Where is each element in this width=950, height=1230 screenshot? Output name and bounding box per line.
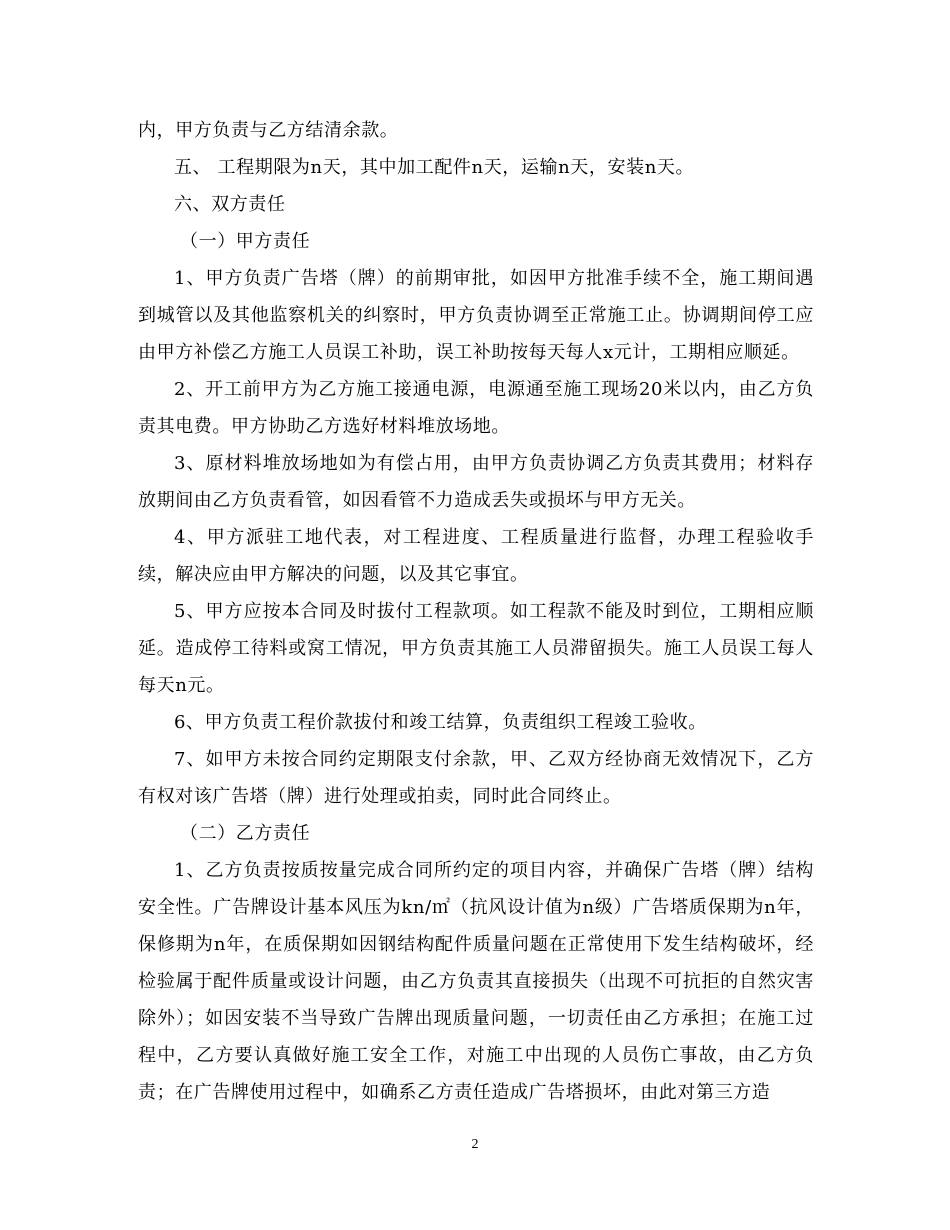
party-a-item-4: 4、甲方派驻工地代表，对工程进度、工程质量进行监督，办理工程验收手续，解决应由甲方解决的问题，以及其它事宜。 — [138, 527, 814, 585]
party-b-item-1: 1、乙方负责按质按量完成合同所约定的项目内容，并确保广告塔（牌）结构安全性。广告牌设计基本风压为kn/㎡（抗风设计值为n级）广告塔质保期为n年，保修期为n年，在质保期如因钢结构配件质量问题在正常使用下发生结构破坏，经检验属于配件质量或设计问题，由乙方负责其直接损失（出现不可抗拒的自然灾害除外）；如因安装不当导致广告牌出现质量问题，一切责任由乙方承担；在施工过程中，乙方要认真做好施工安全工作，对施工中出现的人员伤亡事故，由乙方负责；在广告牌使用过程中，如确系乙方责任造成广告塔损坏，由此对第三方造 — [138, 860, 814, 1103]
clause-6-heading: 六、双方责任 — [174, 194, 286, 215]
party-a-item-7: 7、如甲方未按合同约定期限支付余款，甲、乙双方经协商无效情况下，乙方有权对该广告塔（牌）进行处理或拍卖，同时此合同终止。 — [138, 749, 814, 807]
party-a-item-2: 2、开工前甲方为乙方施工接通电源，电源通至施工现场20米以内，由乙方负责其电费。甲方协助乙方选好材料堆放场地。 — [138, 379, 814, 437]
paragraph-continuation: 内，甲方负责与乙方结清余款。 — [138, 120, 399, 141]
party-a-item-5: 5、甲方应按本合同及时拔付工程款项。如工程款不能及时到位，工期相应顺延。造成停工待料或窝工情况，甲方负责其施工人员滞留损失。施工人员误工每人每天n元。 — [138, 601, 814, 696]
party-a-item-3: 3、原材料堆放场地如为有偿占用，由甲方负责协调乙方负责其费用；材料存放期间由乙方负责看管，如因看管不力造成丢失或损坏与甲方无关。 — [138, 453, 814, 511]
party-a-responsibilities-heading: （一）甲方责任 — [180, 231, 311, 252]
party-a-item-1: 1、甲方负责广告塔（牌）的前期审批，如因甲方批准手续不全，施工期间遇到城管以及其他监察机关的纠察时，甲方负责协调至正常施工止。协调期间停工应由甲方补偿乙方施工人员误工补助，误工补助按每天每人x元计，工期相应顺延。 — [138, 268, 814, 363]
party-a-item-6: 6、甲方负责工程价款拔付和竣工结算，负责组织工程竣工验收。 — [174, 712, 707, 733]
clause-5-construction-period: 五、 工程期限为n天，其中加工配件n天，运输n天，安装n天。 — [174, 157, 695, 178]
party-b-responsibilities-heading: （二）乙方责任 — [180, 823, 311, 844]
document-body — [138, 112, 814, 1111]
page-number: 2 — [471, 1137, 479, 1152]
